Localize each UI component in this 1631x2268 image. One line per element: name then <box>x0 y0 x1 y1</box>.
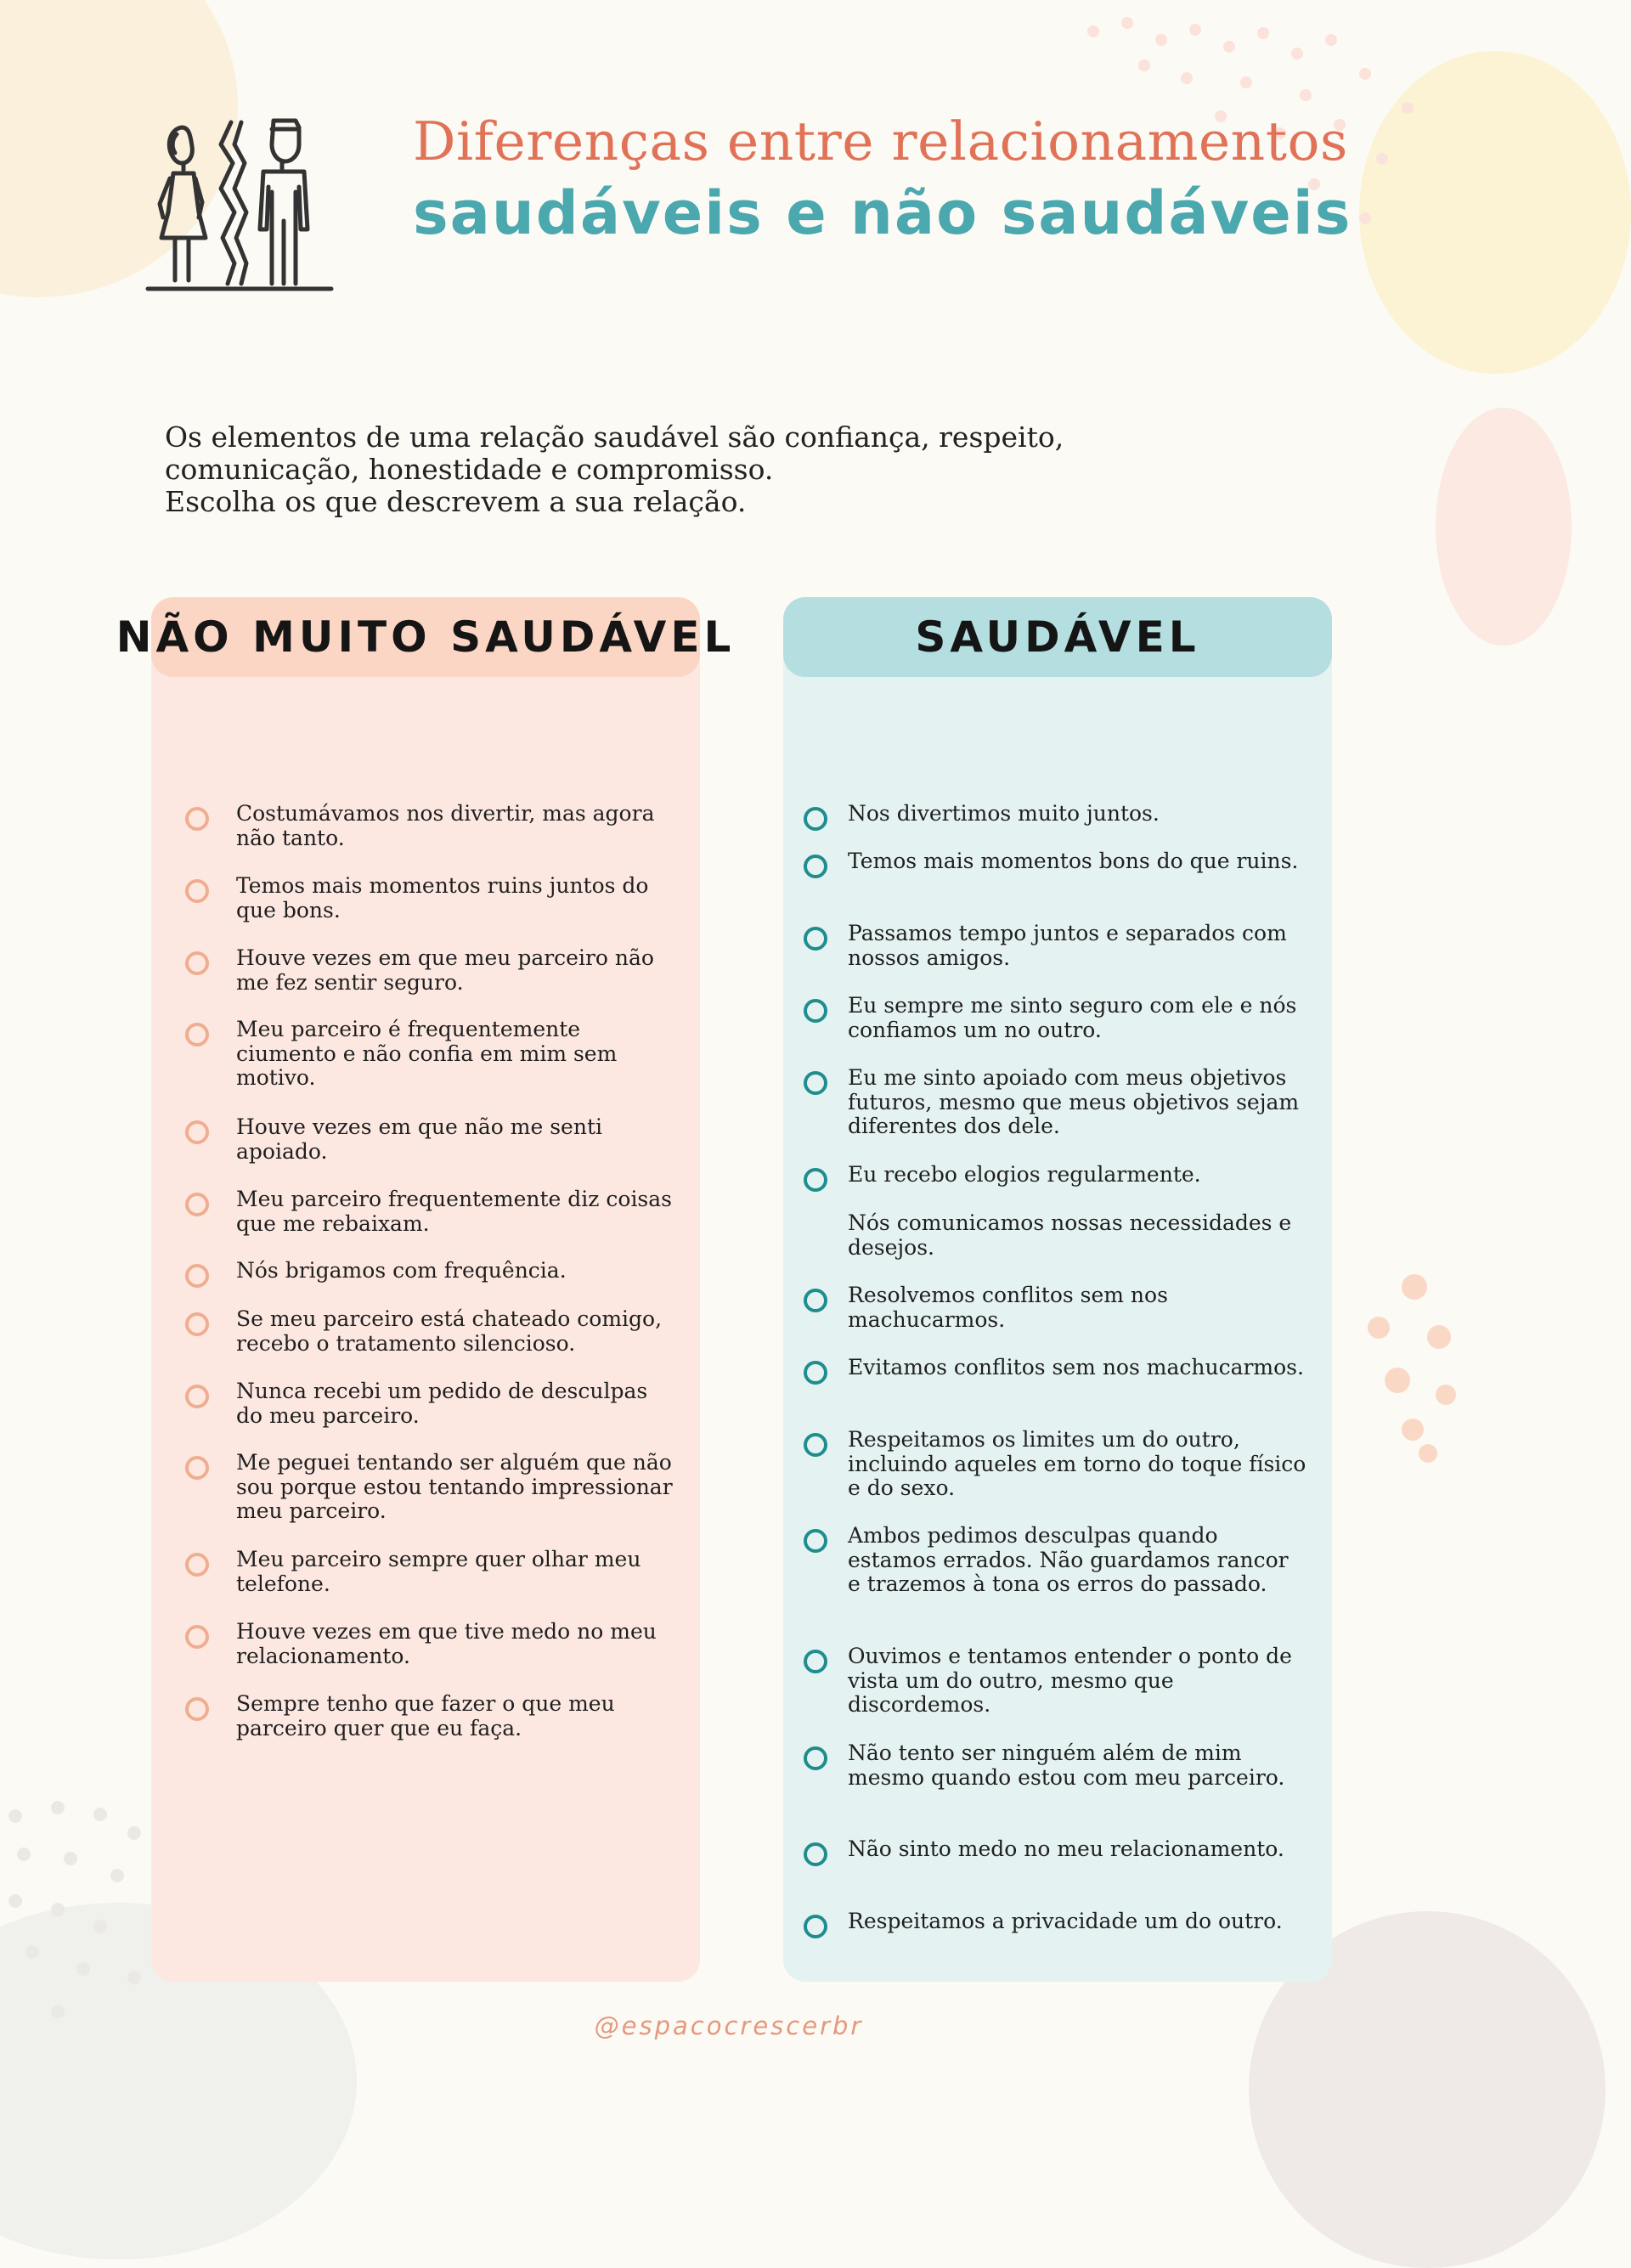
checklist-item[interactable] <box>151 801 700 872</box>
checklist-item[interactable] <box>151 1114 700 1185</box>
checklist-item[interactable] <box>783 851 1332 919</box>
checklist-item[interactable] <box>783 1836 1332 1907</box>
checklist-item[interactable] <box>151 1381 700 1449</box>
item-label: Nos divertimos muito juntos. <box>848 801 1160 826</box>
checklist-item[interactable] <box>151 1619 700 1690</box>
item-label: Eu recebo elogios regularmente. <box>848 1162 1201 1187</box>
radio-button[interactable] <box>185 1193 209 1216</box>
item-label: Se meu parceiro está chateado comigo, recebo o tratamento silencioso. <box>236 1306 663 1356</box>
radio-button[interactable] <box>804 1289 827 1312</box>
checklist-item[interactable] <box>783 1065 1332 1138</box>
item-label: Respeitamos a privacidade um do outro. <box>848 1909 1283 1933</box>
checklist-item[interactable] <box>151 1450 700 1523</box>
item-label: Sempre tenho que fazer o que meu parceiro quer que eu faça. <box>236 1691 615 1740</box>
item-label: Temos mais momentos ruins juntos do que bons. <box>236 873 649 922</box>
radio-button[interactable] <box>804 855 827 878</box>
checklist-item-no-radio <box>783 1210 1332 1281</box>
item-label: Eu me sinto apoiado com meus objetivos futuros, mesmo que meus objetivos sejam diferentes dos dele. <box>848 1065 1300 1138</box>
item-label: Nunca recebi um pedido de desculpas do meu parceiro. <box>236 1379 648 1428</box>
item-label: Não tento ser ninguém além de mim mesmo quando estou com meu parceiro. <box>848 1740 1285 1790</box>
checklist-item[interactable] <box>151 1189 700 1257</box>
radio-button[interactable] <box>804 927 827 951</box>
item-label: Não sinto medo no meu relacionamento. <box>848 1836 1284 1861</box>
radio-button[interactable] <box>804 999 827 1023</box>
item-label: Temos mais momentos bons do que ruins. <box>848 849 1299 873</box>
checklist-item[interactable] <box>783 1427 1332 1500</box>
radio-button[interactable] <box>804 1529 827 1553</box>
item-label: Houve vezes em que tive medo no meu relacionamento. <box>236 1619 657 1668</box>
title-line-1: Diferenças entre relacionamentos <box>413 110 1348 172</box>
item-label: Me peguei tentando ser alguém que não sou porque estou tentando impressionar meu parceiro. <box>236 1450 673 1523</box>
item-label: Houve vezes em que não me senti apoiado. <box>236 1114 602 1164</box>
radio-button[interactable] <box>185 1023 209 1047</box>
radio-button[interactable] <box>804 1168 827 1192</box>
item-label: Passamos tempo juntos e separados com nossos amigos. <box>848 921 1287 970</box>
checklist-item[interactable] <box>783 1285 1332 1353</box>
radio-button[interactable] <box>185 807 209 831</box>
item-label: Resolvemos conflitos sem nos machucarmos. <box>848 1283 1168 1332</box>
radio-button[interactable] <box>185 1385 209 1408</box>
item-label: Meu parceiro é frequentemente ciumento e não confia em mim sem motivo. <box>236 1017 618 1090</box>
checklist-item[interactable] <box>783 1911 1332 1979</box>
intro-line-2: comunicação, honestidade e compromisso. <box>165 453 774 486</box>
radio-button[interactable] <box>185 1625 209 1649</box>
checklist-item[interactable] <box>151 1017 700 1090</box>
radio-button[interactable] <box>804 1361 827 1385</box>
decor-blob-right <box>1436 408 1572 646</box>
radio-button[interactable] <box>185 1120 209 1144</box>
item-label: Ouvimos e tentamos entender o ponto de vista um do outro, mesmo que discordemos. <box>848 1644 1292 1717</box>
radio-button[interactable] <box>804 1746 827 1770</box>
checklist-item[interactable] <box>783 1523 1332 1596</box>
item-label: Nós brigamos com frequência. <box>236 1258 567 1283</box>
item-label: Costumávamos nos divertir, mas agora não tanto. <box>236 801 655 850</box>
radio-button[interactable] <box>185 1553 209 1577</box>
checklist-item[interactable] <box>783 1740 1332 1811</box>
checklist-item[interactable] <box>151 873 700 944</box>
checklist-item[interactable] <box>151 945 700 1016</box>
item-label: Meu parceiro sempre quer olhar meu telefone. <box>236 1547 641 1596</box>
unhealthy-heading: NÃO MUITO SAUDÁVEL <box>151 597 700 677</box>
radio-button[interactable] <box>185 1697 209 1721</box>
checklist-item[interactable] <box>151 1691 700 1762</box>
item-label: Houve vezes em que meu parceiro não me fez sentir seguro. <box>236 945 654 995</box>
radio-button[interactable] <box>804 1915 827 1938</box>
intro-line-3: Escolha os que descrevem a sua relação. <box>165 485 747 518</box>
item-label: Ambos pedimos desculpas quando estamos errados. Não guardamos rancor e trazemos à tona os erros do passado. <box>848 1523 1289 1596</box>
radio-button[interactable] <box>804 1071 827 1095</box>
checklist-item[interactable] <box>783 993 1332 1063</box>
radio-button[interactable] <box>185 951 209 975</box>
checklist-item[interactable] <box>783 1357 1332 1425</box>
healthy-heading: SAUDÁVEL <box>783 597 1332 677</box>
intro-line-1: Os elementos de uma relação saudável são confiança, respeito, <box>165 420 1064 454</box>
radio-button[interactable] <box>185 1264 209 1288</box>
checklist-item[interactable] <box>783 1644 1332 1717</box>
healthy-column <box>783 597 1332 1982</box>
item-label: Meu parceiro frequentemente diz coisas que me rebaixam. <box>236 1187 673 1236</box>
intro-text <box>165 421 1269 518</box>
footer-handle: @espacocrescerbr <box>594 2011 864 2040</box>
radio-button[interactable] <box>185 1312 209 1336</box>
item-label: Respeitamos os limites um do outro, incluindo aqueles em torno do toque físico e do sexo. <box>848 1427 1306 1500</box>
title-line-2: saudáveis e não saudáveis <box>413 178 1352 248</box>
item-label: Eu sempre me sinto seguro com ele e nós confiamos um no outro. <box>848 993 1297 1042</box>
radio-button[interactable] <box>804 807 827 831</box>
decor-blob-top-right <box>1359 51 1631 374</box>
radio-button[interactable] <box>185 879 209 903</box>
item-label: Evitamos conflitos sem nos machucarmos. <box>848 1355 1304 1379</box>
radio-button[interactable] <box>804 1650 827 1673</box>
radio-button[interactable] <box>804 1842 827 1866</box>
checklist-item[interactable] <box>151 1549 700 1617</box>
item-label: Nós comunicamos nossas necessidades e desejos. <box>848 1210 1292 1260</box>
radio-button[interactable] <box>804 1433 827 1457</box>
checklist-item[interactable] <box>783 923 1332 991</box>
couple-broken-heart-icon <box>146 110 333 297</box>
unhealthy-column <box>116 597 736 1982</box>
radio-button[interactable] <box>185 1456 209 1480</box>
checklist-item[interactable] <box>151 1306 700 1377</box>
